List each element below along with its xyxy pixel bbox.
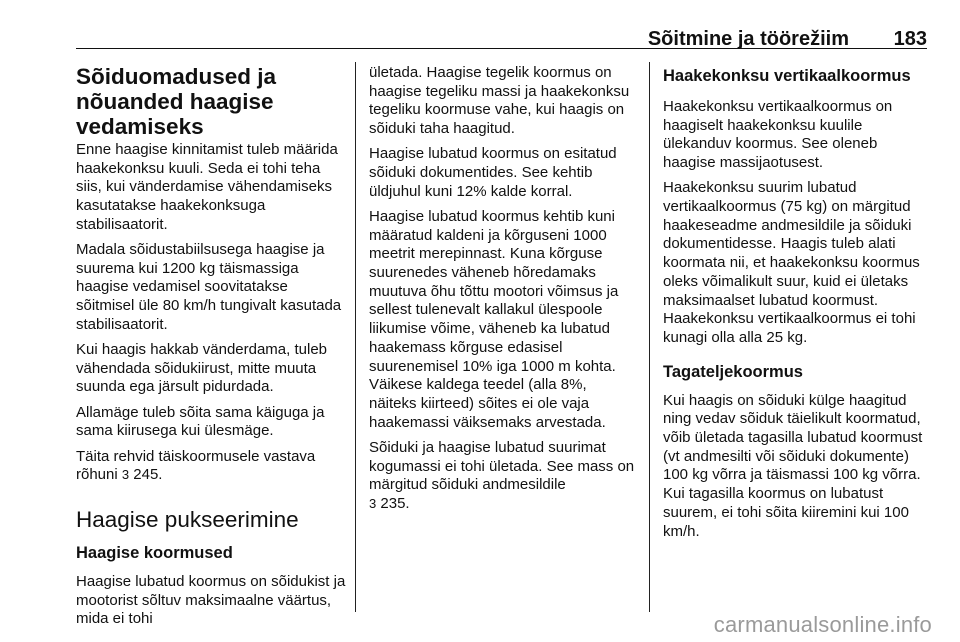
header-divider bbox=[76, 48, 927, 49]
page-reference-arrow-icon: 3 bbox=[121, 467, 130, 483]
subheading-coupling-load: Haakekonksu vertikaalkoormus bbox=[663, 67, 911, 85]
paragraph: Kui haagis on sõiduki külge haagitud ning vedav sõiduk täielikult koormatud, võib ületada tagasilla lubatud koormust (vt andmesilti või sõiduki dokumente) 100 kg võrra ja täismassi 100 kg võrra. Kui tagasilla koormus on lubatust suurem, ei tohi sõita kiiremini kui 100 km/h. bbox=[663, 391, 923, 540]
subheading-rear-axle-load: Tagateljekoormus bbox=[663, 362, 803, 381]
paragraph: Madala sõidustabiilsusega haagise ja suurema kui 1200 kg täismassiga haagise vedamisel soovitatakse sõitmisel üle 80 km/h tungivalt kasutada stabilisaatorit. bbox=[76, 241, 342, 333]
column-left bbox=[76, 64, 348, 636]
page-reference-link[interactable]: 245. bbox=[133, 466, 163, 484]
paragraph: Haagise lubatud koormus on sõidukist ja mootorist sõltuv maksimaalne väärtus, mida ei tohi bbox=[76, 572, 346, 628]
page-header bbox=[76, 28, 927, 54]
paragraph: Allamäge tuleb sõita sama käiguga ja sama kiirusega kui ülesmäge. bbox=[76, 403, 325, 440]
watermark-text: carmanualsonline.info bbox=[713, 612, 932, 637]
paragraph: ületada. Haagise tegelik koormus on haagise tegeliku massi ja haakekonksu tegeliku koormuse vahe, kui haagis on sõiduki taha haagitud. bbox=[369, 64, 630, 138]
subheading-trailer-loads: Haagise koormused bbox=[76, 543, 233, 562]
paragraph: Enne haagise kinnitamist tuleb määrida haakekonksu kuuli. Seda ei tohi teha siis, kui vänderdamise vähendamiseks kasutatakse haakekonksuga stabilisaatorit. bbox=[76, 141, 338, 233]
column-divider-2 bbox=[649, 62, 650, 612]
paragraph-tyre-pressure bbox=[76, 448, 348, 485]
chapter-title: Sõitmine ja töörežiim bbox=[647, 28, 849, 50]
page-reference-arrow-icon: 3 bbox=[369, 495, 377, 511]
section-heading-towing: Haagise pukseerimine bbox=[76, 506, 299, 532]
column-middle bbox=[369, 64, 635, 520]
page-number: 183 bbox=[893, 28, 927, 50]
paragraph: Haakekonksu suurim lubatud vertikaalkoormus (75 kg) on märgitud haakeseadme andmesildile ja sõiduki dokumentidesse. Haagis tuleb alati koormata nii, et haakekonksu koormus oleks võimalikult suur, kuid ei ületaks maksimaalset lubatud koormust. Haakekonksu vertikaalkoormus ei tohi kunagi olla alla 25 kg. bbox=[663, 179, 920, 346]
column-divider-1 bbox=[355, 62, 356, 612]
paragraph: Haakekonksu vertikaalkoormus on haagiselt haakekonksu kuulile ülekanduv koormus. See oleneb haagise massijaotusest. bbox=[663, 98, 893, 172]
paragraph: Haagise lubatud koormus kehtib kuni määratud kaldeni ja kõrguseni 1000 meetrit merepinnast. Kuna kõrguse suurenedes väheneb hõredamaks muutuva õhu tõttu mootori võimsus ja sellest tulenevalt kallakul ülespoole liikumise võime, väheneb ka lubatud haakemass kõrguse edasisel suurenemisel 10% iga 1000 m kohta. Väikese kaldega teedel (alla 8%, näiteks kiirteed) sõites ei ole vaja haakemassi väiksemaks arvestada. bbox=[369, 207, 619, 431]
paragraph-text: Täita rehvid täiskoormusele vastava rõhuni bbox=[76, 447, 316, 484]
page-reference-link[interactable]: 235. bbox=[380, 494, 410, 512]
paragraph-gross-mass bbox=[369, 439, 635, 514]
column-right bbox=[663, 64, 931, 548]
paragraph: Kui haagis hakkab vänderdama, tuleb vähendada sõidukiirust, mitte muuta suunda ega järsult pidurdada. bbox=[76, 341, 328, 396]
paragraph-text: Sõiduki ja haagise lubatud suurimat kogumassi ei tohi ületada. See mass on märgitud sõiduki andmesildile bbox=[369, 438, 635, 494]
paragraph: Haagise lubatud koormus on esitatud sõiduki dokumentides. See kehtib üldjuhul kuni 12% kalde korral. bbox=[369, 145, 617, 200]
section-heading-driving-tips: Sõiduomadused ja nõuanded haagise vedamiseks bbox=[76, 64, 277, 139]
